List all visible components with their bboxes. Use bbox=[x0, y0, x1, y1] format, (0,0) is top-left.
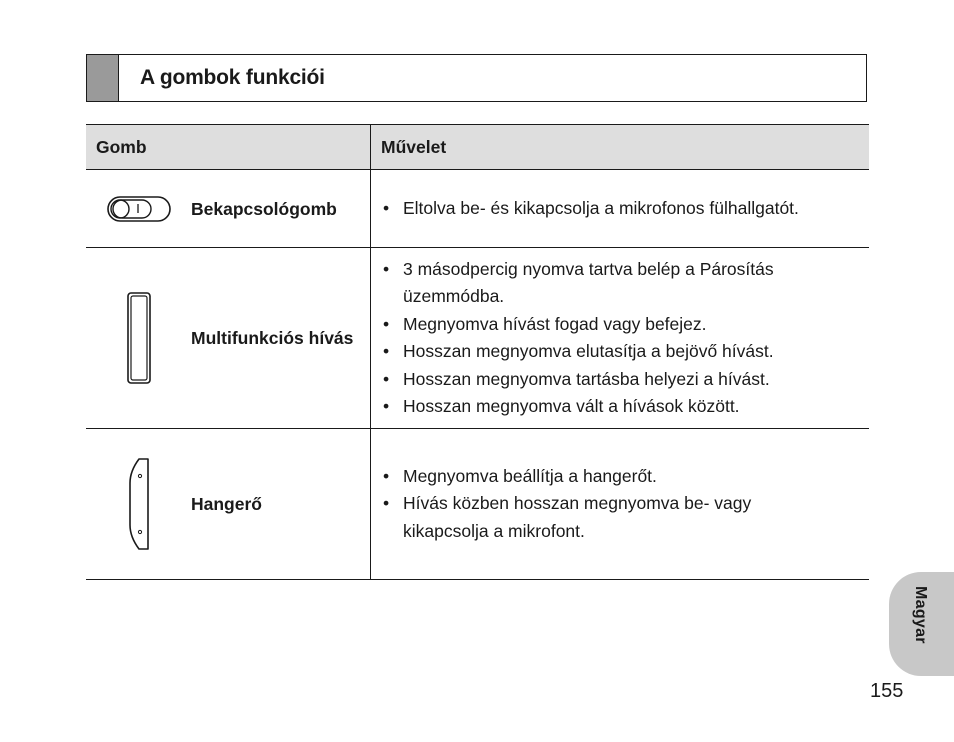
section-header bbox=[86, 54, 867, 102]
section-title: A gombok funkciói bbox=[140, 66, 325, 89]
button-cell bbox=[86, 248, 371, 429]
column-header-button: Gomb bbox=[86, 125, 371, 170]
button-name: Multifunkciós hívás bbox=[191, 328, 354, 348]
table-row bbox=[86, 429, 869, 580]
column-header-action: Művelet bbox=[371, 125, 870, 170]
multifunction-button-icon bbox=[86, 291, 191, 385]
action-list bbox=[371, 256, 869, 421]
action-cell bbox=[371, 429, 870, 580]
button-name: Bekapcsológomb bbox=[191, 198, 337, 219]
action-list bbox=[371, 195, 869, 223]
button-functions-table bbox=[86, 124, 869, 580]
action-cell bbox=[371, 170, 870, 248]
action-item: • Hosszan megnyomva tartásba helyezi a hívást. bbox=[381, 366, 869, 394]
volume-button-icon bbox=[86, 457, 191, 551]
language-label: Magyar bbox=[912, 586, 929, 644]
page-number: 155 bbox=[870, 680, 904, 702]
action-list bbox=[371, 463, 869, 546]
button-cell bbox=[86, 170, 371, 248]
action-item: • Eltolva be- és kikapcsolja a mikrofonos fülhallgatót. bbox=[381, 195, 869, 223]
action-item: • Hívás közben hosszan megnyomva be- vagy kikapcsolja a mikrofont. bbox=[381, 490, 869, 545]
action-item: • Hosszan megnyomva elutasítja a bejövő hívást. bbox=[381, 338, 869, 366]
table-header-row bbox=[86, 125, 869, 170]
action-item: • 3 másodpercig nyomva tartva belép a Párosítás üzemmódba. bbox=[381, 256, 869, 311]
button-cell bbox=[86, 429, 371, 580]
table-row bbox=[86, 248, 869, 429]
action-cell bbox=[371, 248, 870, 429]
action-item: • Megnyomva beállítja a hangerőt. bbox=[381, 463, 869, 491]
language-tab bbox=[889, 572, 954, 676]
action-item: • Hosszan megnyomva vált a hívások között. bbox=[381, 393, 869, 421]
button-name: Hangerő bbox=[191, 494, 262, 514]
section-marker bbox=[87, 55, 119, 101]
action-item: • Megnyomva hívást fogad vagy befejez. bbox=[381, 311, 869, 339]
power-switch-icon bbox=[86, 196, 191, 222]
table-row bbox=[86, 170, 869, 248]
